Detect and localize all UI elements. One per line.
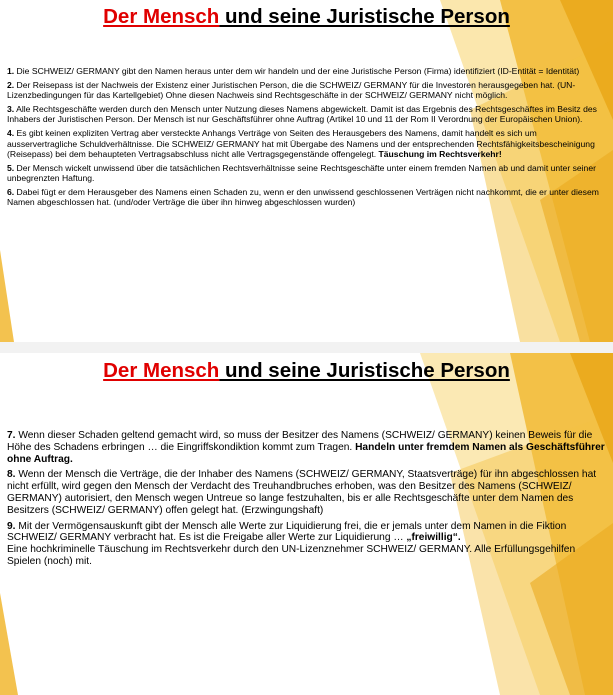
paragraph xyxy=(7,80,603,100)
paragraph-number: 1. xyxy=(7,66,15,76)
slide-title xyxy=(0,359,613,383)
paragraph-text: Eine hochkriminelle Täuschung im Rechtsverkehr durch den UN-Lizenznehmer SCHWEIZ/ GERMANY. Alle Erfüllungsgehilfen Spielen (noch) mit. xyxy=(7,544,576,567)
title-rest: und seine Juristische Person xyxy=(219,5,510,28)
title-highlight: Der Mensch xyxy=(103,359,220,382)
paragraph-text: Der Reisepass ist der Nachweis der Existenz einer Juristischen Person, die die SCHWEIZ/ GERMANY für die Investoren herausgegeben hat. (UN-Lizenzbedingungen für das Kartellgebiet) Ohne diesen Nachweis sind Rechtsgeschäfte in der SCHWEIZ/ GERMANY nicht möglich. xyxy=(7,80,576,101)
slide-body xyxy=(7,66,603,211)
paragraph xyxy=(7,104,603,124)
paragraph-emphasis: Täuschung im Rechtsverkehr! xyxy=(378,148,502,159)
slide-1 xyxy=(0,0,613,342)
paragraph-number: 6. xyxy=(7,186,15,197)
paragraph xyxy=(7,187,603,207)
paragraph-number: 2. xyxy=(7,80,15,91)
slide-body xyxy=(7,430,605,572)
paragraph xyxy=(7,430,605,465)
paragraph-number: 5. xyxy=(7,162,15,173)
paragraph-number: 8. xyxy=(7,469,16,481)
title-rest: und seine Juristische Person xyxy=(219,359,510,382)
paragraph-emphasis: „freiwillig“. xyxy=(406,532,461,544)
paragraph xyxy=(7,163,603,183)
slide-2 xyxy=(0,353,613,695)
paragraph xyxy=(7,128,603,158)
slide-title xyxy=(0,5,613,29)
paragraph-number: 7. xyxy=(7,430,16,441)
paragraph xyxy=(7,66,603,76)
paragraph-text: Alle Rechtsgeschäfte werden durch den Mensch unter Nutzung dieses Namens abgewickelt. Damit ist das Ergebnis des Rechtsgeschäftes im Besitz des Inhabers der Juristischen Person. Der Mensch ist nur Geschäftsführer ohne Auftrag (Artikel 10 und 11 der Rom II Verordnung der Europäischen Union). xyxy=(7,104,597,125)
paragraph-number: 3. xyxy=(7,104,15,115)
paragraph-number: 4. xyxy=(7,128,15,139)
paragraph-emphasis: Handeln unter fremdem Namen als Geschäftsführer ohne Auftrag. xyxy=(7,441,605,465)
paragraph xyxy=(7,521,605,545)
paragraph-text: Der Mensch wickelt unwissend über die tatsächlichen Rechtsverhältnisse seine Rechtsgeschäfte unter einem fremden Namen ab und damit unter seiner unbegrenzten Haftung. xyxy=(7,162,596,183)
title-highlight: Der Mensch xyxy=(103,5,220,28)
paragraph xyxy=(7,544,605,568)
paragraph-text: Dabei fügt er dem Herausgeber des Namens einen Schaden zu, wenn er den unwissend geschlossenen Verträgen nicht nachkommt, die er unter diesem Namen abgeschlossen hat. (und/oder Verträge die über ihn hinweg abgeschlossen wurden) xyxy=(7,186,599,208)
paragraph-text: Wenn dieser Schaden geltend gemacht wird, so muss der Besitzer des Namens (SCHWEIZ/ GERMANY) keinen Beweis für die Höhe des Schadens erbringen … die Eingriffskondiktion kommt zum Tragen. xyxy=(7,430,593,453)
paragraph-text: Wenn der Mensch die Verträge, die der Inhaber des Namens (SCHWEIZ/ GERMANY, Staatsverträge) für ihn abgeschlossen hat nicht erfüllt, wird gegen den Mensch der Verdacht des Treuhandbruches erhoben, was den Besitzer des Namens (SCHWEIZ/ GERMANY) autorisiert, den Mensch wegen Untreue so lange festzuhalten, bis er alle Rechtsgeschäfte unter dem Namen des Besitzers (SCHWEIZ/ GERMANY) offen gelegt hat. (Erzwingungshaft) xyxy=(7,469,597,516)
paragraph xyxy=(7,469,605,516)
paragraph-text: Mit der Vermögensauskunft gibt der Mensch alle Werte zur Liquidierung frei, die er jemals unter dem Namen in die Fiktion SCHWEIZ/ GERMANY verbracht hat. Es ist die Freigabe aller Werte zur Liquidierung … xyxy=(7,520,567,544)
paragraph-text: Es gibt keinen expliziten Vertrag aber versteckte Anhangs Verträge von Seiten des Herausgebers des Namens, damit handelt es sich um ausservertragliche Schuldverhältnisse. Die SCHWEIZ/ GERMANY hat mit Übergabe des Namens und der entsprechenden Rechtsfähigkeitsbescheinigung (Reisepass) bei dem behaupteten Vertragsabschluss nicht alle Vertragsgegenstände offengelegt. xyxy=(7,128,595,159)
paragraph-number: 9. xyxy=(7,520,16,532)
paragraph-text: Die SCHWEIZ/ GERMANY gibt den Namen heraus unter dem wir handeln und der eine Juristische Person (Firma) identifiziert (ID-Entität = Identität) xyxy=(14,66,580,76)
